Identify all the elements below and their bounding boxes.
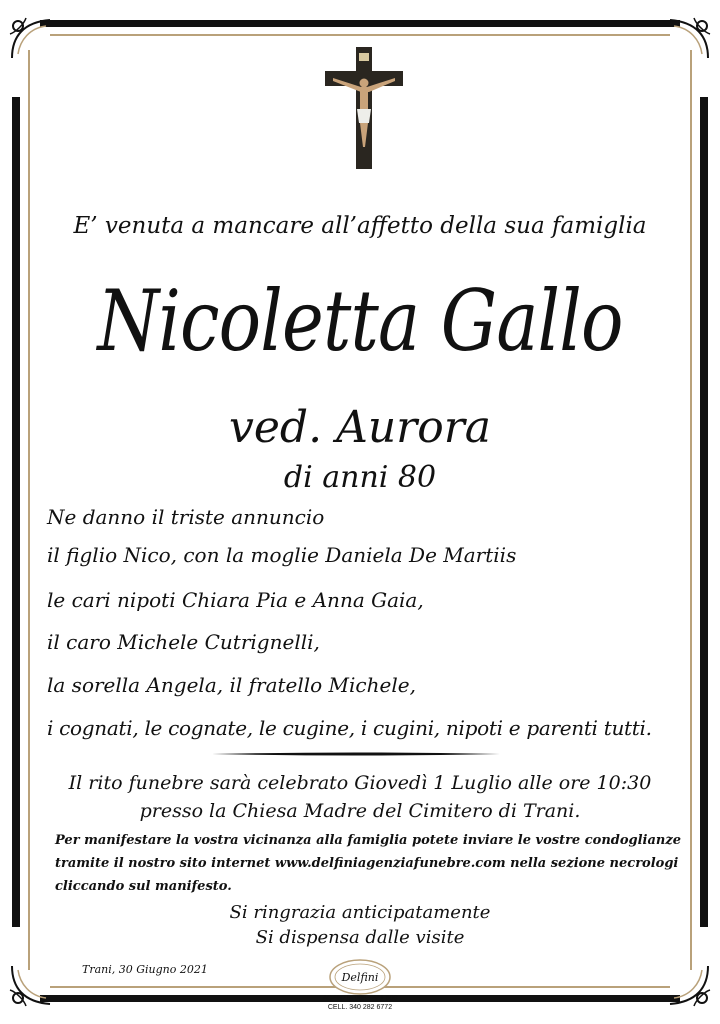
family-line: i cognati, le cognate, le cugine, i cugini, nipoti e parenti tutti. [47, 716, 652, 740]
widow-of: ved. Aurora [229, 402, 491, 453]
family-line: il caro Michele Cutrignelli, [47, 630, 320, 654]
date-place: Trani, 30 Giugno 2021 [82, 963, 208, 976]
family-line: la sorella Angela, il fratello Michele, [47, 673, 416, 697]
frame-top-gold-line [50, 34, 670, 36]
agency-logo-text: Delfini [341, 971, 379, 984]
intro-line: E’ venuta a mancare all’affetto della sua famiglia [73, 213, 647, 239]
corner-ornament-icon [6, 14, 56, 64]
family-line: Ne danno il triste annuncio [47, 505, 325, 529]
frame-right-gold-line [690, 50, 692, 970]
family-line: il figlio Nico, con la moglie Daniela De Martiis [47, 543, 517, 567]
corner-ornament-icon [6, 960, 56, 1010]
condolence-note-line: tramite il nostro sito internet www.delfiniagenziafunebre.com nella sezione necrologi [55, 856, 679, 871]
frame-top-bar [40, 20, 680, 27]
family-line: le cari nipoti Chiara Pia e Anna Gaia, [47, 588, 424, 612]
corner-ornament-icon [664, 960, 714, 1010]
crucifix-icon [325, 47, 403, 169]
rite-line: Il rito funebre sarà celebrato Giovedì 1 Luglio alle ore 10:30 [68, 772, 652, 794]
divider [212, 752, 500, 756]
condolence-note-line: Per manifestare la vostra vicinanza alla famiglia potete inviare le vostre condoglianze [55, 833, 682, 848]
corner-ornament-icon [664, 14, 714, 64]
agency-cell: CELL. 340 282 6772 [327, 1004, 393, 1011]
agency-phone: AGENZIA 0883 481 608 [322, 995, 398, 1002]
condolence-note-line: cliccando sul manifesto. [55, 879, 232, 894]
age: di anni 80 [283, 460, 437, 495]
thanks-line: Si dispensa dalle visite [255, 927, 465, 948]
frame-left-gold-line [28, 50, 30, 970]
deceased-name: Nicoletta Gallo [97, 272, 623, 370]
thanks-line: Si ringrazia anticipatamente [229, 902, 491, 923]
rite-line: presso la Chiesa Madre del Cimitero di Trani. [139, 800, 581, 822]
